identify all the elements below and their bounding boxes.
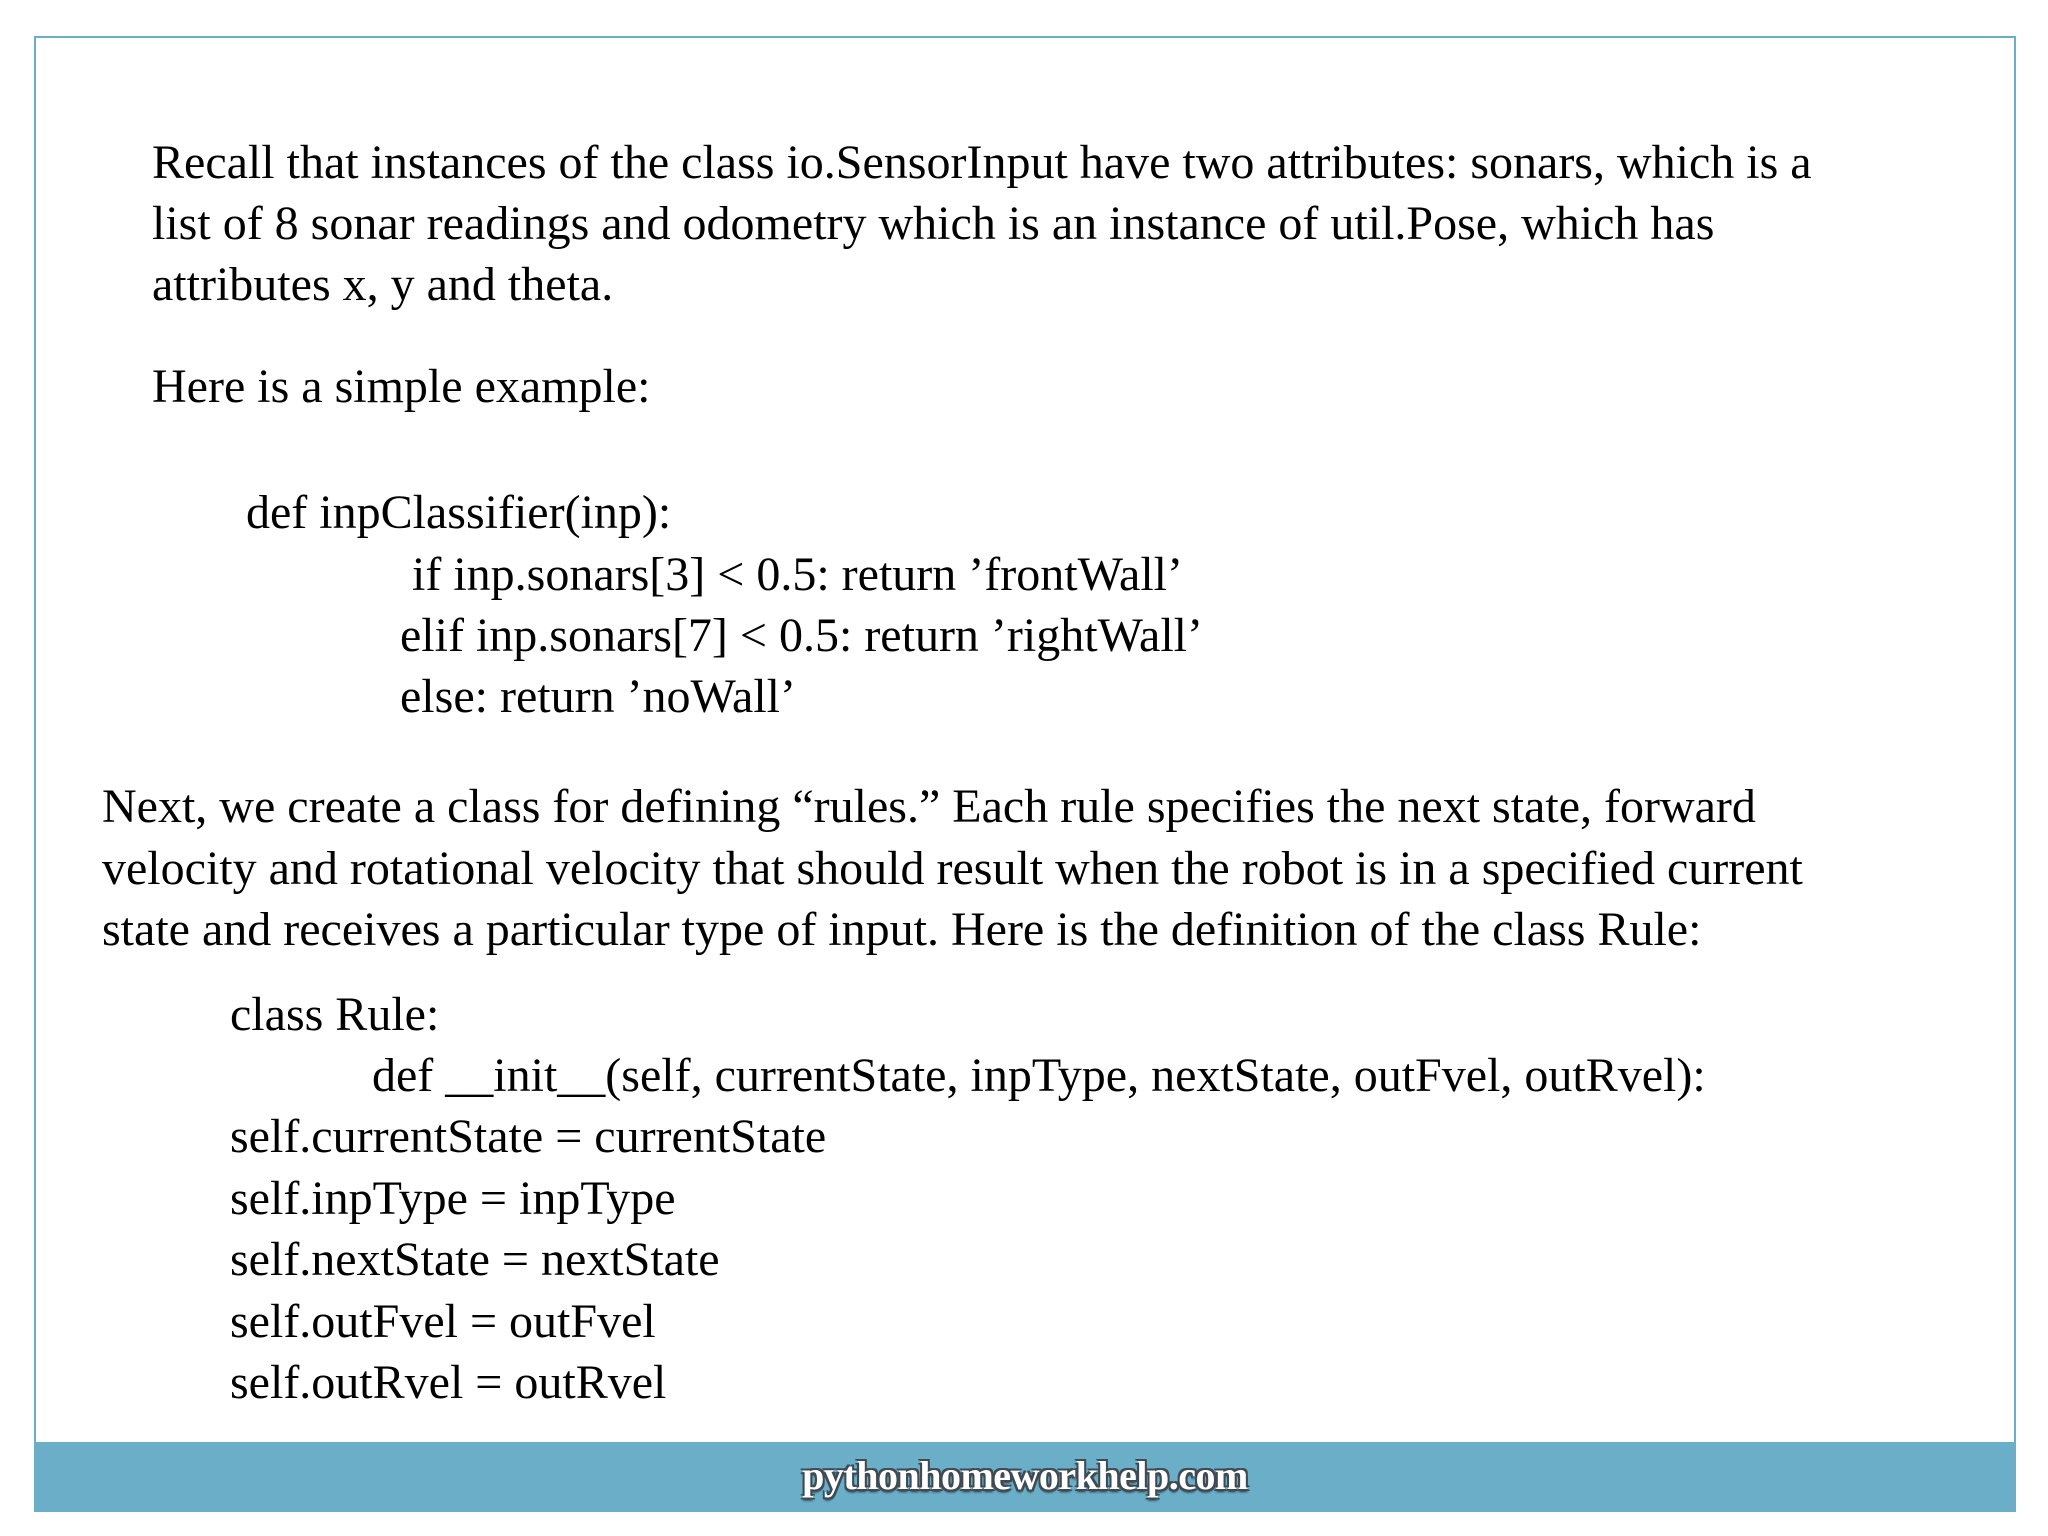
intro-line-1: Recall that instances of the class io.SensorInput have two attributes: sonars, which is a — [152, 136, 1812, 189]
code-assign-out-rvel: self.outRvel = outRvel — [230, 1356, 667, 1409]
rules-line-2: velocity and rotational velocity that should result when the robot is in a specified current — [102, 842, 1803, 895]
code-else-line: else: return ’noWall’ — [400, 670, 796, 723]
code-init-line: def __init__(self, currentState, inpType, nextState, outFvel, outRvel): — [372, 1049, 1706, 1102]
intro-line-3: attributes x, y and theta. — [152, 258, 614, 311]
code-def-line: def inpClassifier(inp): — [246, 486, 672, 539]
code-if-line: if inp.sonars[3] < 0.5: return ’frontWall’ — [412, 548, 1183, 601]
code-assign-current-state: self.currentState = currentState — [230, 1110, 827, 1163]
slide — [34, 36, 2016, 1512]
intro-line-2: list of 8 sonar readings and odometry which is an instance of util.Pose, which has — [152, 197, 1715, 250]
footer-site-link[interactable]: pythonhomeworkhelp.com — [802, 1453, 1248, 1498]
code-elif-line: elif inp.sonars[7] < 0.5: return ’rightWall’ — [400, 609, 1203, 662]
footer-bar — [36, 1442, 2014, 1510]
rules-line-3: state and receives a particular type of input. Here is the definition of the class Rule: — [102, 903, 1702, 956]
code-assign-inp-type: self.inpType = inpType — [230, 1172, 676, 1225]
example-heading: Here is a simple example: — [152, 360, 651, 413]
code-class-line: class Rule: — [230, 988, 440, 1041]
code-assign-out-fvel: self.outFvel = outFvel — [230, 1295, 656, 1348]
rules-line-1: Next, we create a class for defining “rules.” Each rule specifies the next state, forward — [102, 780, 1756, 833]
code-assign-next-state: self.nextState = nextState — [230, 1233, 720, 1286]
